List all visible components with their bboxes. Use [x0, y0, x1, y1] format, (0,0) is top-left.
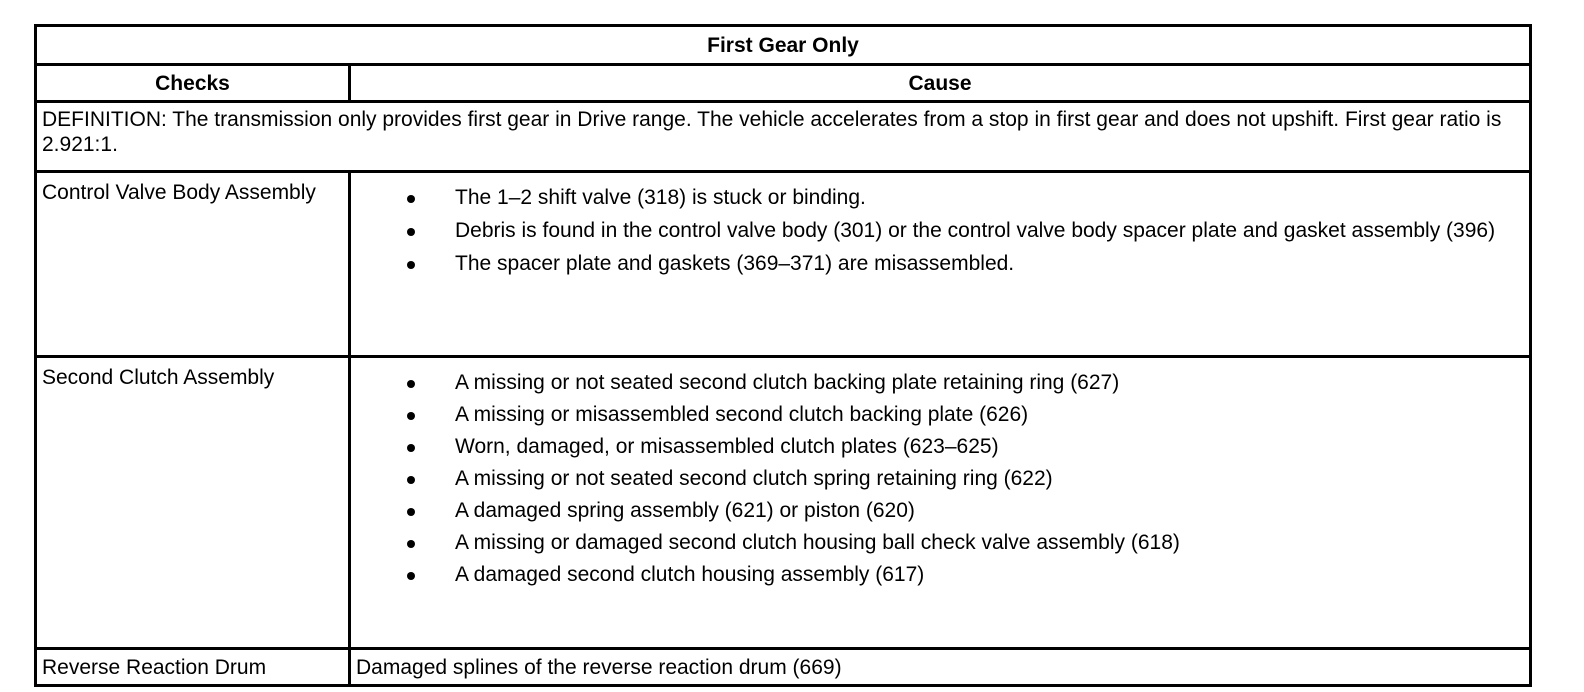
list-item [351, 498, 1517, 523]
list-item [351, 402, 1517, 427]
check-cell-reverse-reaction-drum: Reverse Reaction Drum [36, 649, 350, 686]
list-item [351, 530, 1517, 555]
checks-column-header: Checks [36, 65, 350, 102]
cause-text: Debris is found in the control valve body (301) or the control valve body spacer plate and gasket assembly (396) [455, 219, 1496, 242]
list-item [351, 251, 1517, 276]
bullet-icon [407, 228, 415, 236]
list-item [351, 466, 1517, 491]
table-title-row [36, 26, 1531, 65]
cause-list [351, 185, 1517, 276]
cause-cell-second-clutch [350, 357, 1531, 649]
cause-cell-control-valve-body [350, 172, 1531, 357]
cause-cell-reverse-reaction-drum: Damaged splines of the reverse reaction drum (669) [350, 649, 1531, 686]
check-cell-control-valve-body: Control Valve Body Assembly [36, 172, 350, 357]
column-header-row [36, 65, 1531, 102]
cause-text: A missing or misassembled second clutch backing plate (626) [455, 403, 1029, 426]
cause-text: A missing or not seated second clutch backing plate retaining ring (627) [455, 371, 1120, 394]
definition-text: DEFINITION: The transmission only provides first gear in Drive range. The vehicle accelerates from a stop in first gear and does not upshift. First gear ratio is 2.921:1. [36, 102, 1531, 172]
cause-list [351, 370, 1517, 587]
cause-text: A damaged spring assembly (621) or piston (620) [455, 499, 915, 522]
cause-text: Worn, damaged, or misassembled clutch plates (623–625) [455, 435, 999, 458]
bullet-icon [407, 444, 415, 452]
bullet-icon [407, 380, 415, 388]
table-row [36, 649, 1531, 686]
definition-row [36, 102, 1531, 172]
bullet-icon [407, 195, 415, 203]
diagnosis-table [34, 24, 1532, 687]
bullet-icon [407, 476, 415, 484]
list-item [351, 562, 1517, 587]
cause-text: The 1–2 shift valve (318) is stuck or binding. [455, 186, 866, 209]
cause-text: The spacer plate and gaskets (369–371) are misassembled. [455, 252, 1015, 275]
bullet-icon [407, 540, 415, 548]
bullet-icon [407, 508, 415, 516]
bullet-icon [407, 261, 415, 269]
list-item [351, 185, 1517, 210]
check-cell-second-clutch: Second Clutch Assembly [36, 357, 350, 649]
table-title: First Gear Only [36, 26, 1531, 65]
bullet-icon [407, 572, 415, 580]
table-row [36, 357, 1531, 649]
cause-column-header: Cause [350, 65, 1531, 102]
cause-text: A missing or damaged second clutch housing ball check valve assembly (618) [455, 531, 1180, 554]
bullet-icon [407, 412, 415, 420]
cause-text: A damaged second clutch housing assembly (617) [455, 563, 925, 586]
cause-text: A missing or not seated second clutch spring retaining ring (622) [455, 467, 1053, 490]
list-item [351, 370, 1517, 395]
list-item [351, 434, 1517, 459]
table-row [36, 172, 1531, 357]
list-item [351, 218, 1517, 243]
